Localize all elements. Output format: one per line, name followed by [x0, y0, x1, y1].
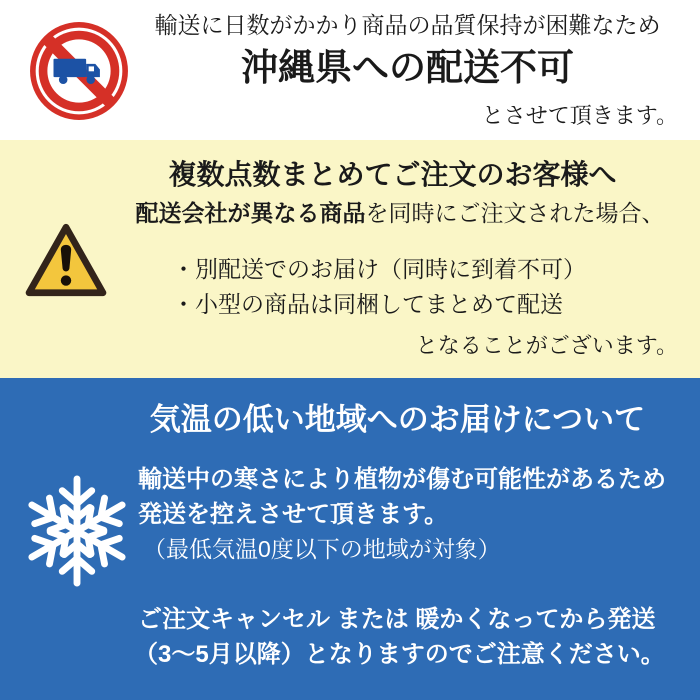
okinawa-headline: 沖縄県への配送不可 [241, 47, 574, 88]
okinawa-reason-text: 輸送に日数がかかり商品の品質保持が困難なため [154, 12, 661, 38]
okinawa-suffix-text: とさせて頂きます。 [481, 103, 678, 128]
multi-order-closing: となることがございます。 [415, 333, 678, 358]
cold-region-section [0, 378, 700, 700]
warning-triangle-icon [24, 220, 108, 300]
multi-order-body [120, 199, 680, 228]
multi-order-body-bold: 配送会社が異なる商品 [135, 200, 366, 226]
cold-region-line: （最低気温0度以下の地域が対象） [143, 536, 501, 562]
no-truck-sign-icon [28, 20, 130, 122]
multi-order-bullet: ・小型の商品は同梱してまとめて配送 [172, 291, 563, 317]
cold-region-note-line: ご注文キャンセル または 暖かくなってから発送 [138, 606, 656, 633]
cold-region-line: 輸送中の寒さにより植物が傷む可能性があるため [138, 466, 666, 493]
multi-order-heading: 複数点数まとめてご注文のお客様へ [168, 159, 617, 190]
cold-region-heading: 気温の低い地域へのお届けについて [149, 402, 646, 437]
snowflake-icon [18, 472, 136, 590]
okinawa-section [0, 0, 700, 140]
multi-order-bullet: ・別配送でのお届け（同時に到着不可） [172, 256, 586, 282]
multi-order-body-rest: を同時にご注文された場合、 [365, 200, 665, 226]
multi-order-section [0, 140, 700, 378]
cold-region-line: 発送を控えさせて頂きます。 [138, 501, 449, 528]
cold-region-note-line: （3～5月以降）となりますのでご注意ください。 [134, 641, 665, 668]
